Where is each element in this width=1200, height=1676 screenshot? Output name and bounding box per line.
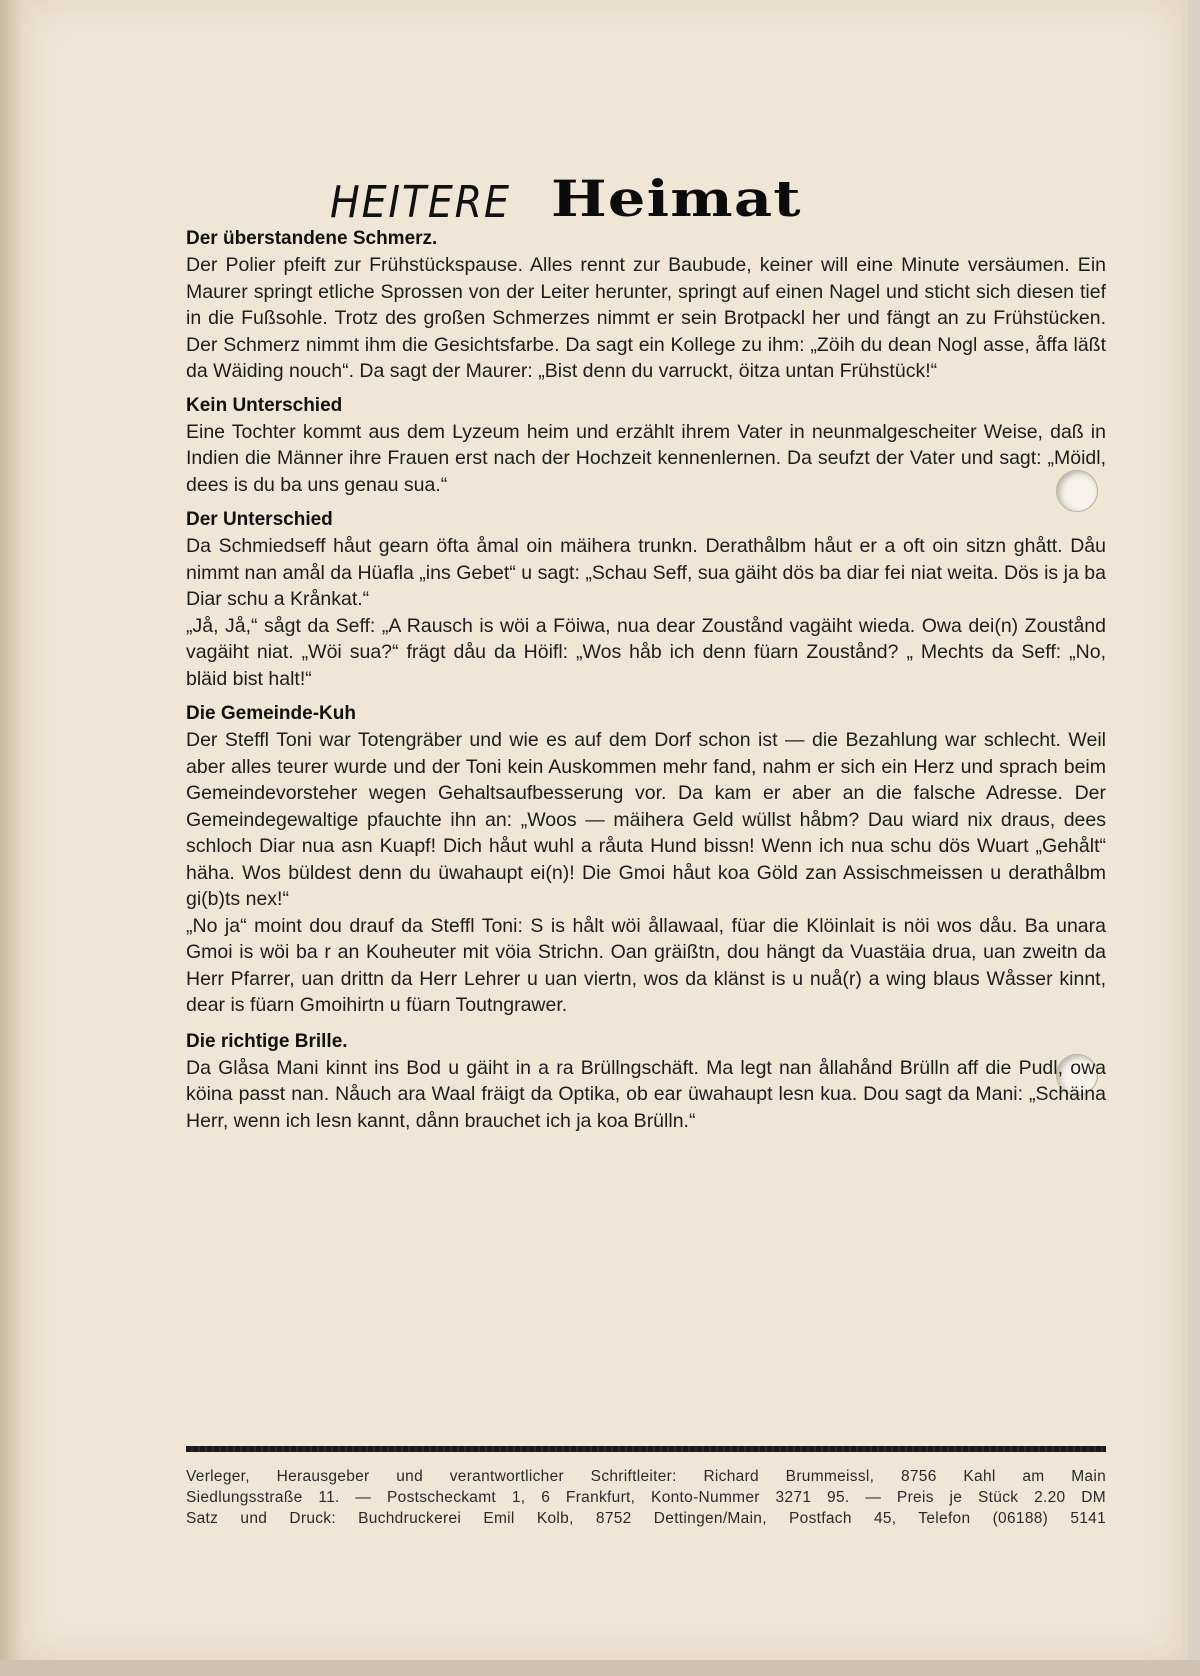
imprint-line: Verleger, Herausgeber und verantwortlicher Schriftleiter: Richard Brummeissl, 8756 Kahl am Main <box>186 1468 1106 1485</box>
article-column <box>186 226 1106 1134</box>
story-heading: Die Gemeinde-Kuh <box>186 703 356 724</box>
story-paragraph: Da Schmiedseff håut gearn öfta åmal oin mäihera trunkn. Derathålbm håut er a oft oin sitzn ghått. Dåu nimmt nan amål da Hüafla „ins Gebet“ u sagt: „Schau Seff, sua gäiht dös ba diar fei niat weita. Dös is ja ba Diar schu a Krånkat.“ <box>186 535 1106 610</box>
story-schmerz <box>186 226 1106 385</box>
title-bold: Heimat <box>550 169 802 228</box>
imprint-line: Siedlungsstraße 11. — Postscheckamt 1, 6 Frankfurt, Konto-Nummer 3271 95. — Preis je Stück 2.20 DM <box>186 1489 1106 1506</box>
story-paragraph: Eine Tochter kommt aus dem Lyzeum heim und erzählt ihrem Vater in neunmalgescheiter Weise, daß in Indien die Männer ihre Frauen erst nach der Hochzeit kennenlernen. Da seufzt der Vater und sagt: „Möidl, dees is du ba uns genau sua.“ <box>186 420 1106 496</box>
story-paragraph: „No ja“ moint dou drauf da Steffl Toni: S is hålt wöi ållawaal, füar die Klöinlait is nöi wos dåu. Ba unara Gmoi is wöi ba r an Kouheuter mit vöia Strichn. Oan gräißtn, dou hängt da Vuastäia drua, uan zweitn da Herr Pfarrer, uan drittn da Herr Lehrer u uan viertn, wos da klänst is u nuå(r) a wing blaus Wåsser kinnt, dear is füarn Gmoihirtn u füarn Toutngrawer. <box>186 914 1106 1016</box>
story-heading: Der überstandene Schmerz. <box>186 228 438 249</box>
imprint-line: Satz und Druck: Buchdruckerei Emil Kolb, 8752 Dettingen/Main, Postfach 45, Telefon (06188) 5141 <box>186 1510 1106 1527</box>
story-heading: Der Unterschied <box>186 509 333 530</box>
story-kein-unterschied <box>186 393 1106 499</box>
story-paragraph: „Jå, Jå,“ sågt da Seff: „A Rausch is wöi a Föiwa, nua dear Zoustånd vagäiht wieda. Owa dei(n) Zoustånd vagäiht niat. „Wöi sua?“ frägt dåu da Höifl: „Wos håb ich denn füarn Zoustånd? „ Mechts da Seff: „No, bläid bist halt!“ <box>186 614 1106 690</box>
story-paragraph: Der Polier pfeift zur Frühstückspause. Alles rennt zur Baubude, keiner will eine Minute versäumen. Ein Maurer springt etliche Sprossen von der Leiter herunter, springt auf einen Nagel und sticht sich diesen tief in die Fußsohle. Trotz des großen Schmerzes nimmt er sein Brotpackl her und fängt an zu Frühstücken. Der Schmerz nimmt ihm die Gesichtsfarbe. Da sagt ein Kollege zu ihm: „Zöih du dean Nogl asse, åffa läßt da Wäiding nouch“. Da sagt der Maurer: „Bist denn du varruckt, öitza untan Frühstück!“ <box>186 254 1106 382</box>
story-der-unterschied <box>186 507 1106 692</box>
imprint-divider <box>186 1446 1106 1452</box>
story-heading: Kein Unterschied <box>186 394 343 416</box>
story-heading: Die richtige Brille. <box>186 1030 348 1052</box>
title-handwritten: HEITERE <box>330 177 511 228</box>
story-richtige-brille <box>186 1029 1106 1135</box>
page-title <box>330 168 802 228</box>
story-gemeinde-kuh <box>186 701 1106 1019</box>
page-bottom-edge <box>0 1660 1200 1676</box>
story-paragraph: Der Steffl Toni war Totengräber und wie es auf dem Dorf schon ist — die Bezahlung war schlecht. Weil aber alles teurer wurde und der Toni kein Auskommen mehr fand, nahm er sich ein Herz und sprach beim Gemeindevorsteher wegen Gehaltsaufbesserung vor. Da kam er aber an die falsche Adresse. Der Gemeindegewaltige pfauchte ihn an: „Woos — mäihera Geld wüllst håbm? Dau wiard nix draus, dees schloch Diar nua asn Kuapf! Dich håut wuhl a råuta Hund bissn! Wenn ich nua schu dös Wuart „Gehålt“ häha. Wos büldest denn du üwahaupt ei(n)! Die Gmoi håut koa Göld zan Assischmeissen u derathålbm gi(b)ts nex!“ <box>186 729 1106 910</box>
imprint-block <box>186 1466 1106 1529</box>
page-spine-shadow <box>0 0 22 1676</box>
story-paragraph: Da Glåsa Mani kinnt ins Bod u gäiht in a ra Brüllngschäft. Ma legt nan ållahånd Brülln aff die Pudl, owa köina passt nan. Nåuch ara Waal fräigt da Optika, ob ear üwahaupt lesn kua. Dou sagt da Mani: „Schäina Herr, wenn ich lesn kannt, dånn brauchet ich ja koa Brülln.“ <box>186 1056 1106 1132</box>
